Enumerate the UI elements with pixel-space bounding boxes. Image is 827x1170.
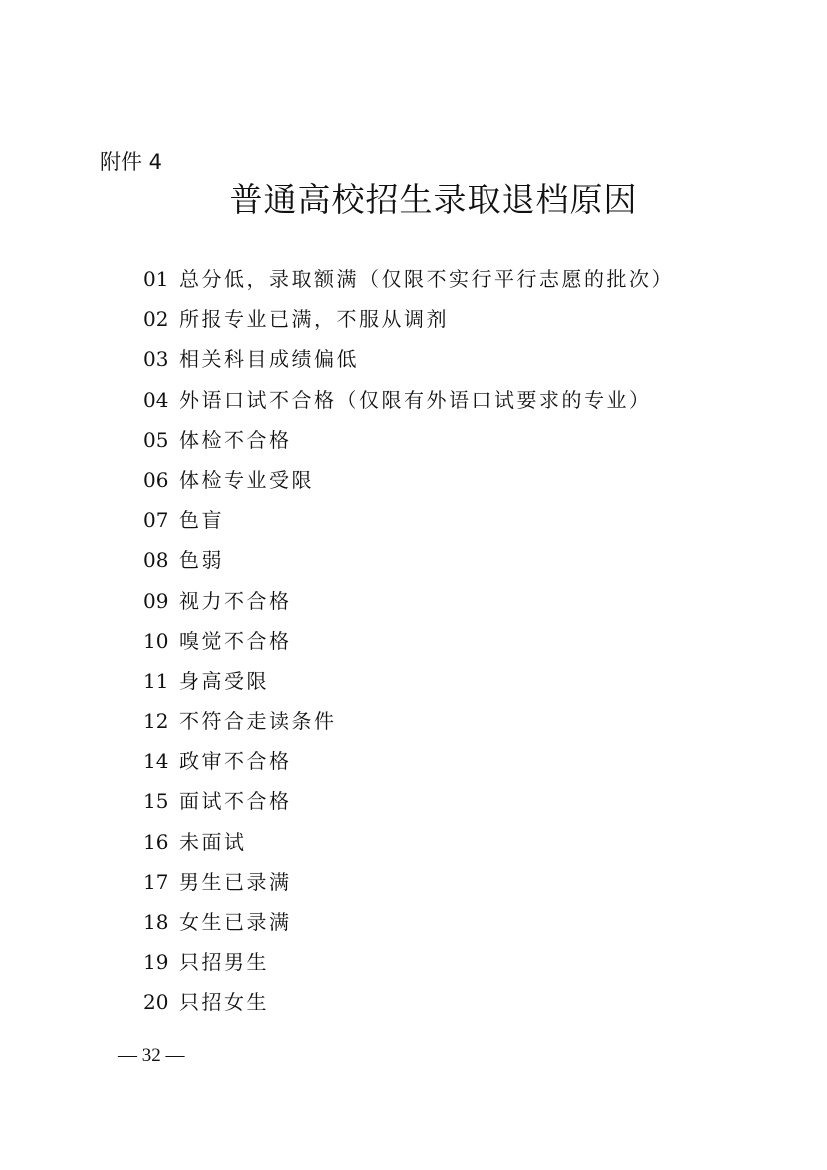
reason-code: 14 — [143, 749, 169, 774]
reason-code: 04 — [143, 387, 169, 412]
list-item — [143, 425, 674, 465]
list-item — [143, 545, 674, 585]
reason-text: 政审不合格 — [179, 749, 292, 774]
reason-text: 女生已录满 — [179, 910, 292, 934]
list-item — [143, 465, 674, 505]
list-item — [143, 867, 674, 907]
list-item — [143, 706, 674, 746]
reason-text: 体检不合格 — [179, 427, 292, 452]
reason-code: 10 — [143, 628, 169, 653]
reason-code: 11 — [143, 668, 169, 693]
list-item — [143, 746, 674, 786]
list-item — [143, 947, 674, 987]
reason-code: 07 — [143, 508, 169, 533]
reason-code: 05 — [143, 427, 169, 452]
reason-text: 男生已录满 — [179, 869, 292, 894]
list-item — [143, 987, 674, 1027]
reason-text: 身高受限 — [179, 668, 269, 693]
reason-text: 面试不合格 — [179, 789, 292, 814]
reason-text: 总分低，录取额满（仅限不实行平行志愿的批次） — [179, 267, 674, 291]
reason-text: 嗅觉不合格 — [179, 628, 292, 653]
list-item — [143, 586, 674, 626]
reason-text: 只招男生 — [179, 950, 269, 975]
list-item — [143, 385, 674, 425]
reason-code: 12 — [143, 709, 169, 734]
reason-code: 17 — [143, 869, 169, 894]
reason-text: 相关科目成绩偏低 — [179, 347, 359, 372]
reason-code: 20 — [143, 990, 169, 1015]
list-item — [143, 505, 674, 545]
reason-code: 08 — [143, 548, 169, 573]
reason-code: 16 — [143, 829, 169, 854]
reason-text: 不符合走读条件 — [179, 709, 337, 734]
list-item — [143, 827, 674, 867]
page-title: 普通高校招生录取退档原因 — [229, 180, 638, 219]
reason-text: 色弱 — [179, 548, 224, 573]
reason-code: 02 — [143, 307, 169, 332]
reason-code: 03 — [143, 347, 169, 372]
reason-list — [143, 264, 674, 1028]
reason-text: 未面试 — [179, 829, 247, 854]
reason-text: 视力不合格 — [179, 588, 292, 613]
reason-text: 体检专业受限 — [179, 467, 314, 492]
list-item — [143, 786, 674, 826]
reason-text: 所报专业已满，不服从调剂 — [179, 307, 449, 332]
list-item — [143, 304, 674, 344]
reason-code: 15 — [143, 789, 169, 814]
list-item — [143, 264, 674, 304]
reason-code: 01 — [143, 267, 169, 291]
reason-text: 外语口试不合格（仅限有外语口试要求的专业） — [179, 387, 652, 412]
list-item — [143, 626, 674, 666]
reason-code: 18 — [143, 910, 169, 934]
reason-code: 19 — [143, 950, 169, 975]
reason-code: 06 — [143, 467, 169, 492]
reason-code: 09 — [143, 588, 169, 613]
page-number: — 32 — — [118, 1045, 185, 1066]
reason-text: 色盲 — [179, 508, 224, 533]
attachment-label: 附件 4 — [100, 150, 163, 174]
list-item — [143, 344, 674, 384]
list-item — [143, 666, 674, 706]
list-item — [143, 907, 674, 947]
reason-text: 只招女生 — [179, 990, 269, 1015]
